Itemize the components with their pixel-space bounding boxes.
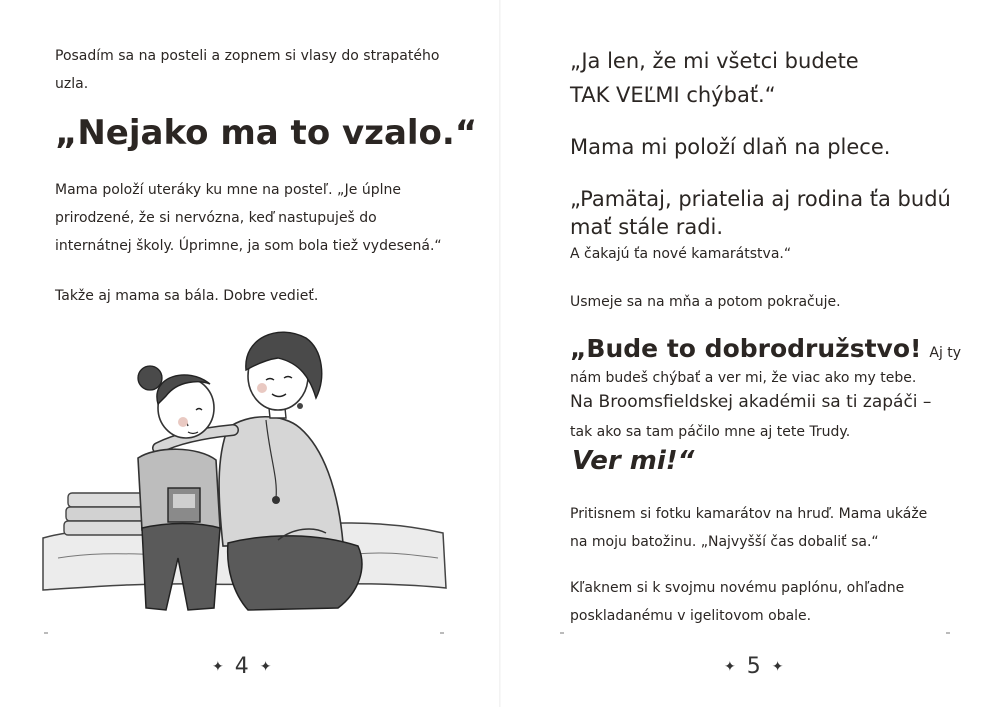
narration-line: Mama mi položí dlaň na plece. bbox=[570, 135, 891, 159]
page-number bbox=[724, 654, 785, 679]
emphasis-text: Ver mi!“ bbox=[572, 446, 695, 476]
page-mark bbox=[44, 632, 48, 634]
big-quote: „Nejako ma to vzalo.“ bbox=[55, 113, 478, 153]
quote-line: „Ja len, že mi všetci budete bbox=[570, 49, 859, 73]
ornament-icon: ✦ bbox=[771, 659, 786, 675]
paragraph-line: Kľaknem si k svojmu novému paplónu, ohľadne bbox=[570, 580, 905, 596]
paragraph-line: internátnej školy. Úprimne, ja som bola tiež vydesená.“ bbox=[55, 238, 442, 254]
ornament-icon: ✦ bbox=[212, 659, 226, 675]
quote-line: tak ako sa tam páčilo mne aj tete Trudy. bbox=[570, 424, 851, 440]
ornament-icon: ✦ bbox=[259, 659, 274, 675]
ornament-icon: ✦ bbox=[724, 659, 738, 675]
page-number-value: 4 bbox=[234, 654, 251, 679]
mother-daughter-illustration bbox=[38, 318, 450, 618]
page-number bbox=[212, 654, 273, 679]
paragraph-line: Mama položí uteráky ku mne na posteľ. „Je úplne bbox=[55, 182, 401, 198]
page-mark bbox=[560, 632, 564, 634]
paragraph-line: prirodzené, že si nervózna, keď nastupuješ do bbox=[55, 210, 377, 226]
quote-line: A čakajú ťa nové kamarátstva.“ bbox=[570, 246, 792, 262]
quote-line: nám budeš chýbať a ver mi, že viac ako my tebe. bbox=[570, 370, 917, 386]
quote-line: TAK VEĽMI chýbať.“ bbox=[570, 83, 776, 107]
quote-line: Na Broomsfieldskej akadémii sa ti zapáči – bbox=[570, 392, 932, 412]
paragraph-line: uzla. bbox=[55, 76, 89, 92]
page-mark bbox=[440, 632, 444, 634]
page-number-value: 5 bbox=[746, 654, 763, 679]
quote-text: Aj ty bbox=[929, 345, 962, 361]
right-page bbox=[500, 0, 1000, 707]
paragraph-line: na moju batožinu. „Najvyšší čas dobaliť sa.“ bbox=[570, 534, 879, 550]
narration-line: Usmeje sa na mňa a potom pokračuje. bbox=[570, 294, 841, 310]
paragraph-line: poskladanému v igelitovom obale. bbox=[570, 608, 812, 624]
paragraph-line: Takže aj mama sa bála. Dobre vedieť. bbox=[55, 288, 319, 304]
paragraph-line: Pritisnem si fotku kamarátov na hruď. Mama ukáže bbox=[570, 506, 928, 522]
paragraph-line: Posadím sa na posteli a zopnem si vlasy do strapatého bbox=[55, 48, 440, 64]
quote-line: mať stále radi. bbox=[570, 215, 724, 239]
page-mark bbox=[946, 632, 950, 634]
quote-line: „Pamätaj, priatelia aj rodina ťa budú bbox=[570, 187, 951, 211]
emphasis-text: „Bude to dobrodružstvo! bbox=[570, 334, 922, 363]
